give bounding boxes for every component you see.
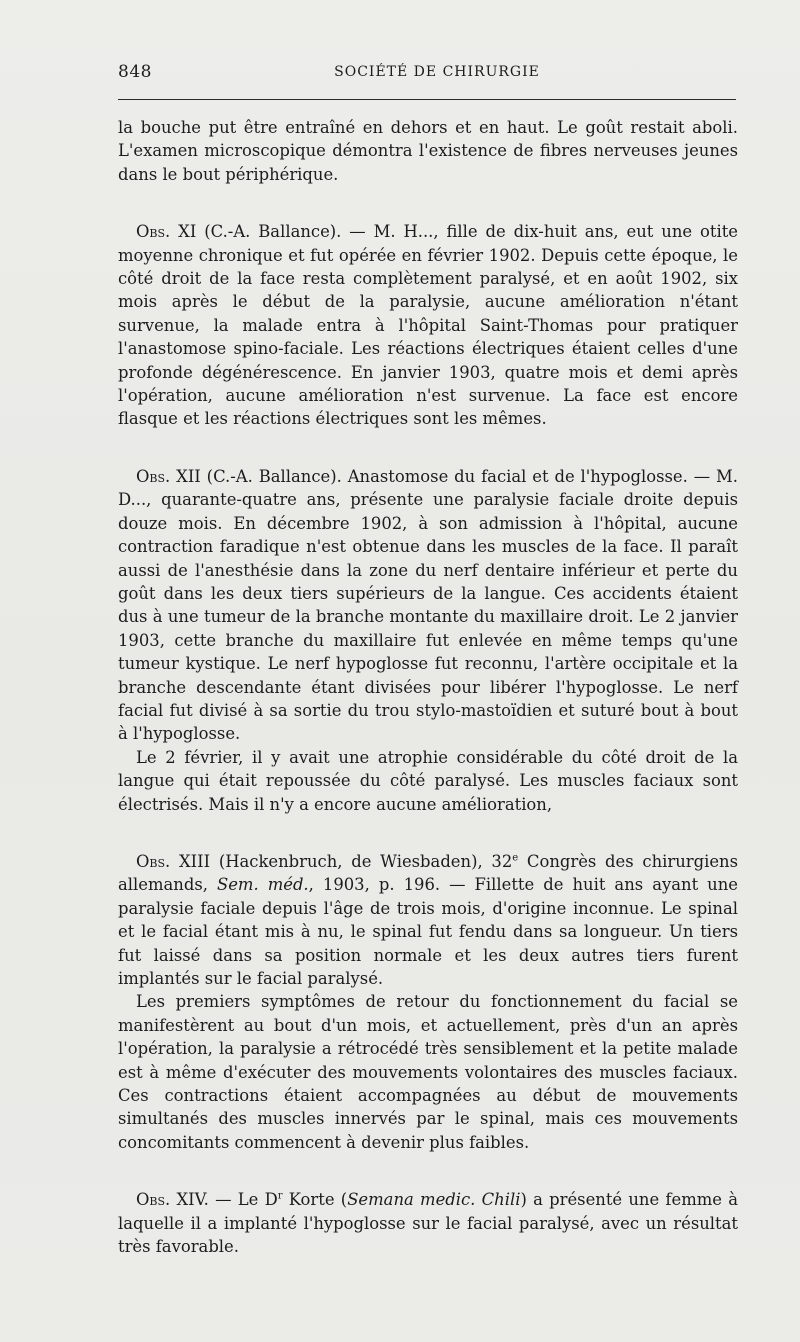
observation-label: Obs. XI bbox=[136, 222, 197, 242]
paragraph-gap bbox=[118, 816, 738, 850]
observation-text-c: ) a présenté une femme à laquelle il a implanté l'hypoglosse sur le facial paralysé, avec un résultat très favorable. bbox=[118, 1190, 739, 1257]
journal-title: Sem. méd. bbox=[216, 875, 309, 895]
observation-label: Obs. XIV. bbox=[136, 1190, 209, 1210]
running-title: SOCIÉTÉ DE CHIRURGIE bbox=[334, 64, 540, 80]
observation-text-a: (Hackenbruch, de Wiesbaden), 32 bbox=[210, 851, 513, 871]
body-text bbox=[118, 116, 738, 1258]
observation-text-b: Korte ( bbox=[282, 1190, 348, 1210]
journal-title: Semana medic. Chili bbox=[347, 1190, 521, 1210]
paragraph-gap bbox=[118, 431, 738, 465]
observation-xiii-followup: Les premiers symptômes de retour du fonctionnement du facial se manifestèrent au bout d'un mois, et actuellement, près d'un an après l'opération, la paralysie a rétrocédé très sensiblement et la petite malade est à même d'exécuter des mouvements volontaires des muscles faciaux. Ces contractions étaient accompagnées au début de mouvements simultanés des muscles innervés par le spinal, mais ces mouvements concomitants commencent à devenir plus faibles. bbox=[118, 992, 738, 1152]
observation-text: (C.-A. Ballance). Anastomose du facial et de l'hypoglosse. — M. D..., quarante-quatre ans, présente une paralysie faciale droite depuis douze mois. En décembre 1902, à son admission à l'hôpital, aucune contraction faradique n'est obtenue dans les muscles de la face. Il paraît aussi de l'anesthésie dans la zone du nerf dentaire inférieur et perte du goût dans les deux tiers supérieurs de la langue. Ces accidents étaient dus à une tumeur de la branche montante du maxillaire droit. Le 2 janvier 1903, cette branche du maxillaire fut enlevée en même temps qu'une tumeur kystique. Le nerf hypoglosse fut reconnu, l'artère occipitale et la branche descendante étant divisées pour libérer l'hypoglosse. Le nerf facial fut divisé à sa sortie du trou stylo-mastoïdien et suturé bout à bout à l'hypoglosse. bbox=[118, 466, 738, 744]
observation-label: Obs. XII bbox=[136, 466, 201, 486]
observation-text-b: Congrès des chirurgiens allemands, bbox=[118, 851, 738, 895]
observation-xii-followup: Le 2 février, il y avait une atrophie considérable du côté droit de la langue qui était repoussée du côté paralysé. Les muscles faciaux sont électrisés. Mais il n'y a encore aucune amélioration, bbox=[118, 747, 738, 814]
observation-text-c: , 1903, p. 196. — Fillette de huit ans ayant une paralysie faciale depuis l'âge de trois mois, d'origine inconnue. Le spinal et le facial étant mis à nu, le spinal fut fendu dans sa longueur. Un tiers fut laissé dans sa position normale et les deux autres tiers furent implantés sur le facial paralysé. bbox=[118, 875, 738, 988]
title-superscript: r bbox=[277, 1190, 283, 1202]
page-header bbox=[118, 62, 736, 86]
observation-xi bbox=[118, 220, 738, 431]
observation-xiv bbox=[118, 1188, 738, 1258]
ordinal-superscript: e bbox=[512, 852, 519, 864]
paragraph-continuation: la bouche put être entraîné en dehors et en haut. Le goût restait aboli. L'examen microscopique démontra l'existence de fibres nerveuses jeunes dans le bout périphérique. bbox=[118, 118, 738, 184]
observation-xii bbox=[118, 465, 738, 746]
page-number: 848 bbox=[118, 62, 152, 82]
observation-text-a: — Le D bbox=[208, 1190, 278, 1210]
paragraph-gap bbox=[118, 1154, 738, 1188]
observation-text: (C.-A. Ballance). — M. H..., fille de dix-huit ans, eut une otite moyenne chronique et fut opérée en février 1902. Depuis cette époque, le côté droit de la face resta complètement paralysé, et en août 1902, six mois après le début de la paralysie, aucune amélioration n'étant survenue, la malade entra à l'hôpital Saint-Thomas pour pratiquer l'anastomose spino-faciale. Les réactions électriques étaient celles d'une profonde dégénérescence. En janvier 1903, quatre mois et demi après l'opération, aucune amélioration n'est survenue. La face est encore flasque et les réactions électriques sont les mêmes. bbox=[118, 222, 738, 429]
observation-xiii bbox=[118, 850, 738, 990]
paragraph-gap bbox=[118, 186, 738, 220]
observation-label: Obs. XIII bbox=[136, 851, 211, 871]
header-rule bbox=[118, 99, 736, 100]
